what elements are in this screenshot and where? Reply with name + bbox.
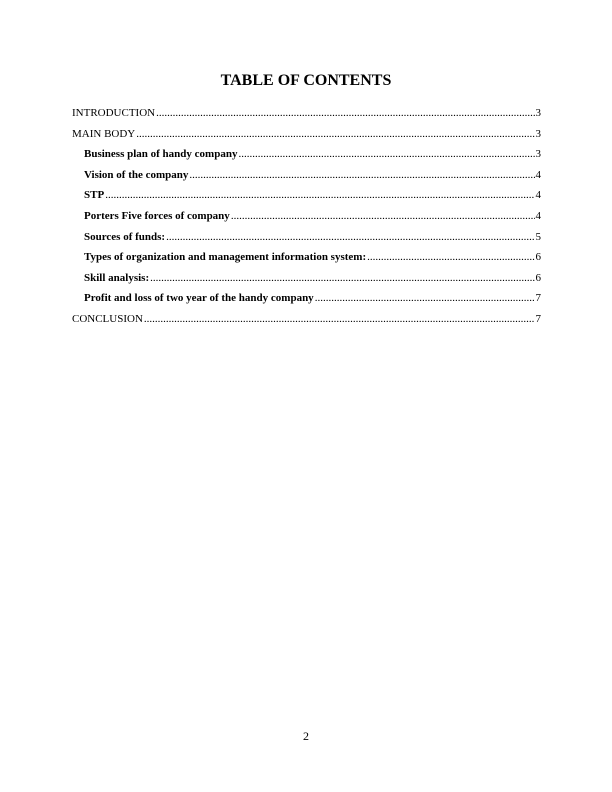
toc-entry-text: Sources of funds: (84, 230, 166, 243)
toc-entry-text: Porters Five forces of company (84, 209, 230, 222)
toc-entry-text: Profit and loss of two year of the handy company (84, 292, 314, 305)
toc-entry-sources-of-funds[interactable] (72, 228, 541, 249)
toc-entry-page: 7 (535, 312, 541, 325)
dot-leader (156, 104, 534, 122)
dot-leader (231, 207, 535, 225)
toc-entry-stp[interactable] (72, 186, 541, 207)
toc-entry-page: 5 (535, 230, 541, 243)
toc-entry-porters-five-forces[interactable] (72, 207, 541, 228)
dot-leader (166, 228, 534, 246)
toc-entry-page: 6 (535, 251, 541, 264)
dot-leader (144, 310, 535, 328)
toc-entry-page: 7 (535, 292, 541, 305)
toc-entry-page: 6 (535, 271, 541, 284)
dot-leader (189, 166, 534, 184)
toc-entry-page: 4 (535, 209, 541, 222)
toc-entry-page: 3 (535, 148, 541, 161)
dot-leader (136, 125, 534, 143)
toc-entry-profit-and-loss[interactable] (72, 289, 541, 310)
toc-entry-skill-analysis[interactable] (72, 269, 541, 290)
toc-entry-conclusion[interactable] (72, 310, 541, 331)
dot-leader (105, 186, 534, 204)
toc-list (72, 104, 541, 331)
toc-entry-text: INTRODUCTION (72, 107, 156, 119)
toc-entry-text: Business plan of handy company (84, 148, 238, 161)
toc-entry-text: CONCLUSION (72, 312, 143, 325)
toc-entry-text: STP (84, 189, 105, 202)
dot-leader (367, 248, 534, 266)
toc-entry-introduction[interactable] (72, 104, 541, 125)
toc-entry-text: Vision of the company (84, 168, 189, 181)
toc-entry-text: MAIN BODY (72, 127, 136, 140)
dot-leader (315, 289, 535, 307)
toc-entry-business-plan[interactable] (72, 145, 541, 166)
toc-entry-text: Skill analysis: (84, 271, 150, 284)
dot-leader (150, 269, 534, 287)
page-number: 2 (303, 729, 309, 743)
dot-leader (238, 145, 534, 163)
toc-entry-page: 4 (535, 189, 541, 202)
toc-entry-page: 4 (535, 168, 541, 181)
toc-entry-organization-mis[interactable] (72, 248, 541, 269)
toc-entry-text: Types of organization and management information system: (84, 251, 367, 264)
toc-entry-page: 3 (535, 107, 541, 119)
toc-entry-main-body[interactable] (72, 125, 541, 146)
toc-entry-page: 3 (535, 127, 541, 140)
toc-entry-vision[interactable] (72, 166, 541, 187)
toc-title: TABLE OF CONTENTS (220, 72, 392, 89)
